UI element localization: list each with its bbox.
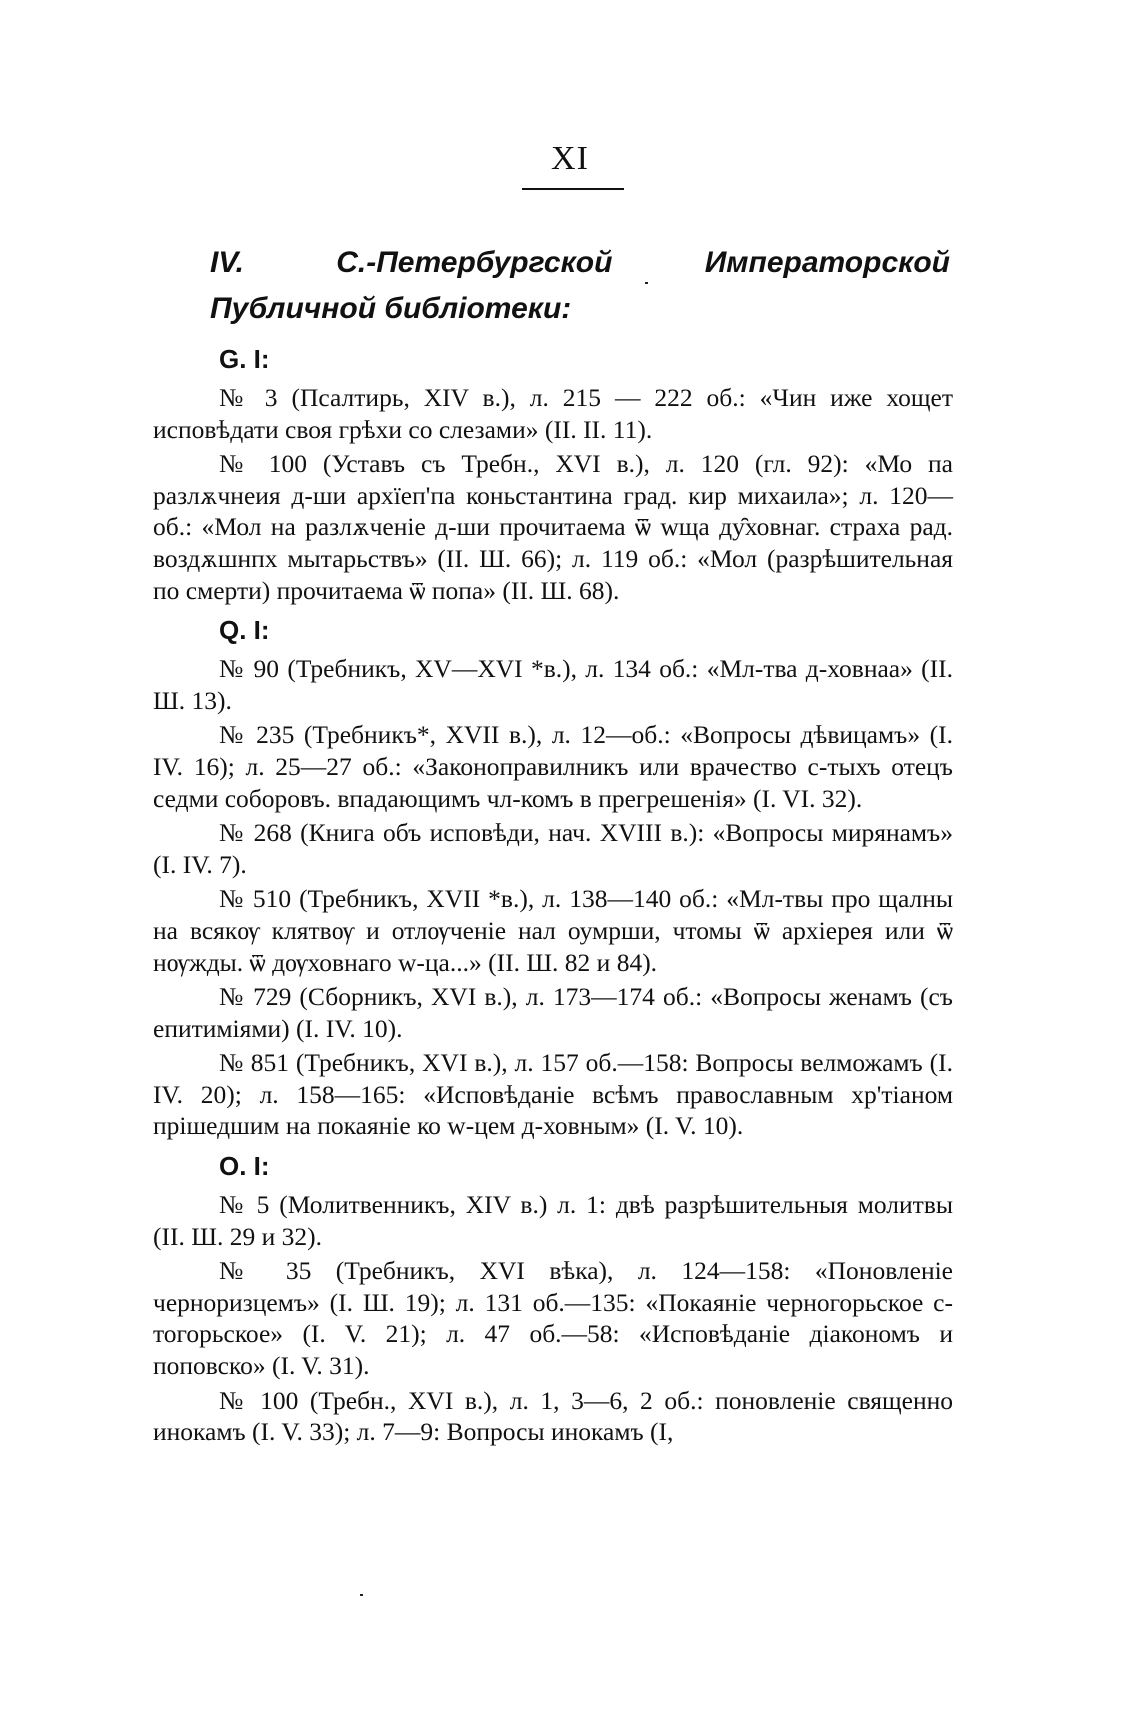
- catalog-entry: № 268 (Книга объ исповѣди, нач. XVIII в.): «Вопросы мирянамъ» (I. IV. 7).: [153, 818, 953, 879]
- catalog-entry: № 90 (Требникъ, XV—XVI *в.), л. 134 об.: «Мл-тва д-ховнаа» (II. Ш. 13).: [153, 654, 953, 715]
- section-heading: IV. С.-Петербургской Императорской Публичной библіотеки:: [210, 246, 950, 325]
- print-speck: [645, 282, 648, 284]
- catalog-entry: № 851 (Требникъ, XVI в.), л. 157 об.—158: Вопросы велможамъ (I. IV. 20); л. 158—165: «Исповѣданіе всѣмъ православным хр'тіаном прішедшим на покаяніе ко w-цем д-ховным» (I. V. 10).: [153, 1048, 953, 1141]
- catalog-entry: № 100 (Требн., XVI в.), л. 1, 3—6, 2 об.: поновленіе священно инокамъ (I. V. 33); л. 7—9: Вопросы инокамъ (I,: [153, 1385, 953, 1447]
- catalog-entry: № 35 (Требникъ, XVI вѣка), л. 124—158: «Поновленіе черноризцемъ» (I. Ш. 19); л. 131 об.—135: «Покаяніе черногорьское с-тогорьское» (I. V. 21); л. 47 об.—58: «Исповѣданіе діакономъ и поповско» (I. V. 31).: [153, 1256, 953, 1381]
- catalog-entry: № 3 (Псалтирь, XIV в.), л. 215 — 222 об.: «Чин иже хощет исповѣдати своя грѣхи со слезами» (II. II. 11).: [153, 383, 953, 444]
- section-label: O. I:: [219, 1151, 270, 1182]
- catalog-entry: № 100 (Уставъ съ Требн., XVI в.), л. 120 (гл. 92): «Мо па разлѫчнеия д-ши архїеп'па коньстантина град. кир михаила»; л. 120—об.: «Мол на разлѫченіе д-ши прочитаема ѿ wща ду̑ховнаг. страха рад. воздѫшнпх мытарьствъ» (II. Ш. 66); л. 119 об.: «Мол (разрѣшительная по смерти) прочитаема ѿ попа» (II. Ш. 68).: [153, 449, 953, 605]
- catalog-entry: № 510 (Требникъ, XVII *в.), л. 138—140 об.: «Мл-твы про щалны на всякѹ клятвѹ и отлѹченіе нал оумрши, чтомы ѿ архіерея или ѿ нѹжды. ѿ дѹховнаго w-ца...» (II. Ш. 82 и 84).: [153, 884, 953, 977]
- catalog-entry: № 235 (Требникъ*, XVII в.), л. 12—об.: «Вопросы дѣвицамъ» (I. IV. 16); л. 25—27 об.: «Законоправилникъ или врачество с-тыхъ отецъ седми соборовъ. впадающимъ чл-комъ в прегрешенія» (I. VI. 32).: [153, 720, 953, 813]
- catalog-entry: № 5 (Молитвенникъ, XIV в.) л. 1: двѣ разрѣшительныя молитвы (II. Ш. 29 и 32).: [153, 1190, 953, 1251]
- section-q: [153, 609, 953, 1142]
- section-o: [153, 1145, 953, 1448]
- catalog-entry: № 729 (Сборникъ, XVI в.), л. 173—174 об.: «Вопросы женамъ (съ епитиміями) (I. IV. 10).: [153, 982, 953, 1043]
- section-g: [153, 338, 953, 606]
- section-label: G. I:: [219, 344, 270, 374]
- header-rule: [522, 188, 624, 190]
- section-label: Q. I:: [219, 615, 270, 646]
- page-number: XI: [551, 140, 589, 177]
- print-speck: [360, 1594, 363, 1596]
- catalog-body: [153, 338, 953, 1451]
